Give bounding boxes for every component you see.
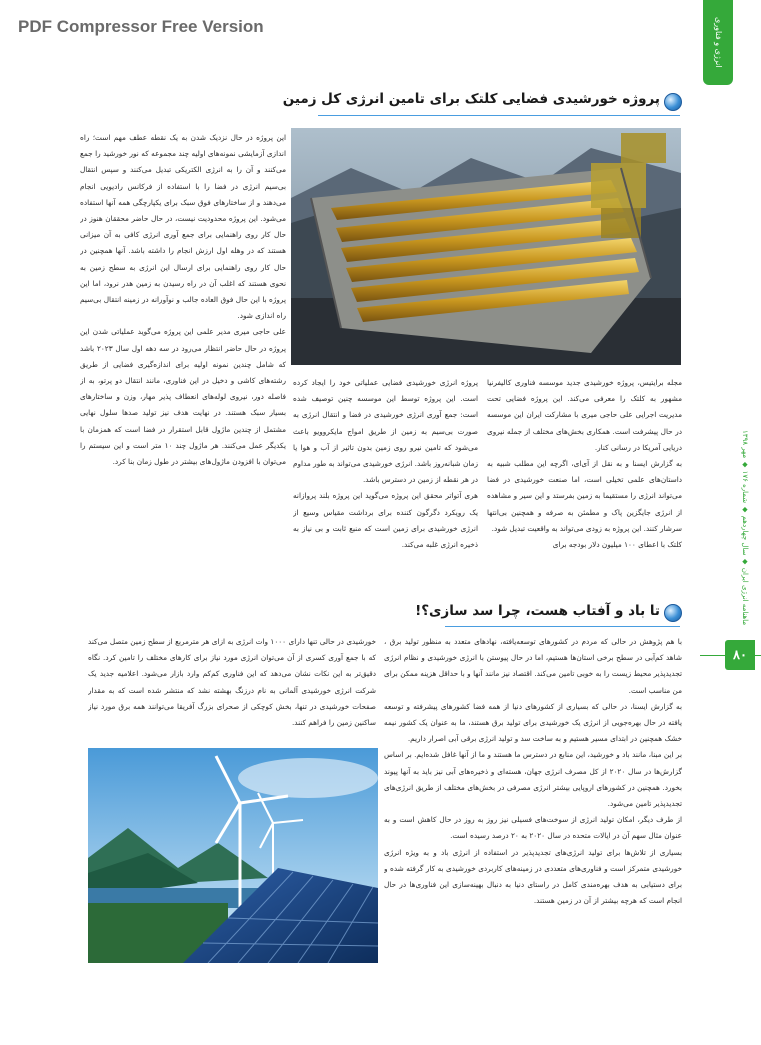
paragraph: بر این مبنا، مانند باد و خورشید، این منابع در دسترس ما هستند و ما از آنها غافل شده‌ایم. بر اساس گزارش‌ها در سال ۲۰۲۰ از کل مصرف انرژی جهان، هسته‌ای و ذخیره‌های آبی نیز باید به آنها پیوند بخورد. همچنین در کشورهای اروپایی بیشتر انرژی مصرفی در بخش‌های مختلف از طریق انرژی‌های تجدیدپذیر تامین می‌شود.	[384, 750, 682, 809]
paragraph: بسیاری از تلاش‌ها برای تولید انرژی‌های تجدیدپذیر در استفاده از انرژی باد و به ویژه انرژی خورشیدی متمرکز است و فناوری‌های متعددی در زمینه‌های کاربردی خورشیدی به کار گرفته شده و برای دستیابی به هدف بهره‌مندی کامل در راستای دنیا به دنبال بهینه‌سازی این فناوری‌ها در حال انجام است که هرچه بیشتر از آن در زمین هستند.	[384, 847, 682, 906]
article1-column-left	[80, 130, 286, 585]
solar-concentrator-illustration	[291, 128, 681, 365]
paragraph: کلتک با اعطای ۱۰۰ میلیون دلار بودجه برای	[552, 540, 682, 550]
paragraph: از طرف دیگر، امکان تولید انرژی از سوخت‌های فسیلی نیز روز به روز در حال کاهش است و به عنوان مثال سهم آن در ایالات متحده در سال ۲۰۲۰ به ۲۰ درصد رسیده است.	[384, 815, 682, 841]
globe-bullet-icon-2	[664, 604, 682, 622]
section-tab-label: انرژی و فناوری	[714, 17, 723, 68]
article1-title: پروژه خورشیدی فضایی کلتک برای تامین انرژی کل زمین	[282, 91, 660, 107]
page-number-rule	[700, 655, 725, 656]
paragraph: به گزارش ایسنا و به نقل از آی‌ای، اگرچه این مطلب شبیه به داستان‌های علمی تخیلی است، اما صنعت خورشیدی در فضا می‌تواند انرژی را مستقیما به زمین بفرستد و این سیر و مشاهده از انرژی جایگزین پاک و مطمئن به صرفه و همچنین بی‌انتها سرشار کنند. این پروژه به زودی می‌تواند به واقعیت تبدیل شود.	[487, 459, 682, 533]
article1-photo-solar-panels	[291, 128, 681, 365]
article2-photo-wind-solar	[88, 748, 378, 963]
article2-title-underline	[445, 626, 680, 627]
article1-column-right	[487, 375, 682, 585]
paragraph: هری آتواتر محقق این پروژه می‌گوید این پروژه بلند پروازانه یک رویکرد دگرگون کننده برای برداشت مقیاس وسیع از انرژی خورشیدی برای زمین است که منبع ثابت و بی نیاز به ذخیره انرژی غلبه می‌کند.	[293, 491, 478, 550]
paragraph: مجله برایتیس، پروژه خورشیدی جدید موسسه فناوری کالیفرنیا مشهور به کلتک را معرفی می‌کند. این پروژه فضایی تحت مدیریت اجرایی علی حاجی میری با مشارکت ایران این موسسه در حال پیشرفت است. همکاری بخش‌های مختلف از جمله نیروی دریایی آمریکا در رسانی کنار.	[487, 378, 682, 452]
article1-title-underline	[318, 115, 680, 116]
article1-column-middle	[293, 375, 478, 585]
paragraph: به گزارش ایسنا، در حالی که بسیاری از کشورهای دنیا از همه فضا کشورهای پیشرفته و توسعه یافته در حال بهره‌جویی از انرژی یک خورشیدی برای تولید برق هستند، ما به عنوان یک کشور نیمه خشک همچنین در ابتدای مسیر هستیم و به ساخت سد و تولید انرژی برقی آبی اصرار داریم.	[384, 701, 682, 744]
wind-turbines-illustration	[88, 748, 378, 963]
magazine-info-strip: ماهنامه انرژی ایران ◆ سال چهاردهم ◆ شماره ۱۷۶ ◆ مهر ۱۳۹۸	[741, 430, 749, 626]
globe-bullet-icon	[664, 93, 682, 111]
page-number-rule-right	[755, 655, 761, 656]
article2-column-right	[384, 634, 682, 974]
paragraph: علی حاجی میری مدیر علمی این پروژه می‌گوید عملیاتی شدن این پروژه در حال حاضر انتظار می‌رود در سه دهه اول سال ۲۰۲۳ باشد که شامل چندین نمونه اولیه برای اندازه‌گیری فضایی از طریق رشته‌های کاشی و دخیل در این فناوری، مانند انتقال دو پرتو، به از فاصله دور، نیروی لوله‌های انعطاف پذیر مهار، وزن و ساختارهای بسیار سبک هستند. در نهایت هدف نیز تولید صدها سلول نهایی مشتمل از چندین ماژول قابل استقرار در فضا است که همزمان با یکدیگر عمل می‌کنند. هر ماژول چند ۱۰ متر است و این سیستم را می‌توان با افزودن ماژول‌های بیشتر در طول زمان بنا کرد.	[80, 327, 286, 467]
article2-column-left	[88, 634, 376, 746]
article2-title: تا باد و آفتاب هست، چرا سد سازی؟!	[415, 603, 660, 619]
paragraph: این پروژه در حال نزدیک شدن به یک نقطه عطف مهم است؛ راه اندازی آزمایشی نمونه‌های اولیه چند مجموعه که نور خورشید را جمع می‌کنند و آن را به انرژی الکتریکی تبدیل می‌کنند و سپس انتقال بی‌سیم انرژی در فضا را با استفاده از فرکانس رادیویی انجام می‌دهند و از ساختارهای فوق سبک برای یکپارچگی همه آنها استفاده می‌شود. این پروژه محدودیت نیست، در حال حاضر محققان هنوز در حال کار روی راهنمایی برای جمع آوری انرژی کافی به آن میزانی هستند که در وهله اول ارزش انجام را داشته باشد. آنها همچنین در حال کار روی راهنمایی برای ارسال این انرژی به سطح زمین به نحوی هستند که اغلب آن در راه رسیدن به زمین هدر نرود، اما این پروژه با این حال فوق العاده جالب و نوآورانه در زمینه انتقال بی‌سیم راه اندازی شود.	[80, 133, 286, 321]
page-number: ۸۰	[725, 640, 755, 670]
watermark-text: PDF Compressor Free Version	[18, 17, 264, 36]
paragraph: خورشیدی در حالی تنها دارای ۱۰۰۰ وات انرژی به ازای هر مترمربع از سطح زمین متصل می‌کند که با جمع آوری کسری از آن می‌توان انرژی مورد نیاز برای کارهای مختلف را تامین کرد. نگاه دقیق‌تر به این نکات نشان می‌دهد که این فناوری کم‌کم وارد بازار می‌شود. اعلامیه جدید یک شرکت انرژی خورشیدی آلمانی به نام درزنگ بهشته نشد که منتشر شده است که به مقدار صفحات خورشیدی در تنها، بخش کوچکی از صحرای بزرگ آفریقا می‌توانند همه برق مورد نیاز ساکنین زمین را فراهم کنند.	[88, 637, 376, 728]
paragraph: پروژه انرژی خورشیدی فضایی عملیاتی خود را ایجاد کرده است. این پروژه توسط این موسسه چنین توصیف شده است: جمع آوری انرژی خورشیدی در فضا و انتقال انرژی به صورت بی‌سیم به زمین از طریق امواج مایکروویو باعث می‌شود که تامین نیرو روی زمین بدون تاثیر از آب و هوا یا زمان شبانه‌روز باشد. انرژی خورشیدی می‌تواند به طور مداوم در هر نقطه از زمین در دسترس باشد.	[293, 378, 478, 485]
section-tab	[703, 0, 733, 85]
paragraph: با هم پژوهش در حالی که مردم در کشورهای توسعه‌یافته، نهادهای متعدد به منظور تولید برق ، شاهد کم‌آبی در سطح برخی استان‌ها هستیم، اما در حال پیوستن با انرژی خورشیدی و نظام انرژی تجدیدپذیر محیط زیست را به خوبی تامین می‌کند. اقتصاد نیز مانند آنها و با حداقل هزینه ممکن برای من مناسب است.	[384, 637, 682, 695]
